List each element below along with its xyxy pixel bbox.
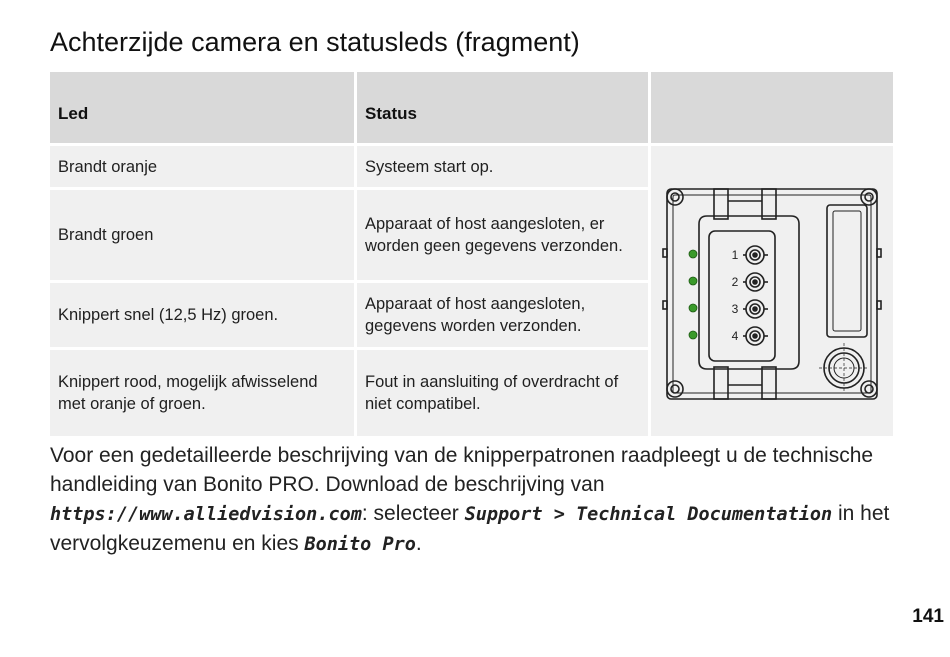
port-label: 4 — [731, 329, 739, 343]
status-cell: Apparaat of host aangesloten, er worden geen gegevens verzonden. — [357, 190, 651, 283]
page-title: Achterzijde camera en statusleds (fragment) — [50, 27, 580, 57]
led-cell: Knippert rood, mogelijk afwisselend met oranje of groen. — [50, 350, 357, 439]
table-row — [50, 146, 893, 190]
port-label: 3 — [731, 302, 739, 316]
led-status-table — [50, 72, 893, 439]
page-number: 141 — [912, 606, 944, 627]
led-cell: Brandt oranje — [50, 146, 357, 190]
menu-path: Support > Technical Documentation — [464, 504, 833, 525]
paragraph-text: Voor een gedetailleerde beschrijving van de knipperpatronen raadpleegt u de technische handleiding van Bonito PRO. Download de beschrijving van — [50, 444, 874, 496]
table-header-row — [50, 72, 893, 146]
status-led — [689, 277, 697, 285]
port-label: 2 — [731, 275, 739, 289]
led-cell: Brandt groen — [50, 190, 357, 283]
port-label: 1 — [731, 248, 739, 262]
status-cell: Fout in aansluiting of overdracht of niet compatibel. — [357, 350, 651, 439]
status-led — [689, 304, 697, 312]
product-name: Bonito Pro — [304, 534, 416, 555]
camera-back-diagram — [659, 171, 885, 411]
paragraph-text: . — [415, 532, 422, 555]
instructions-paragraph — [50, 441, 910, 559]
header-image — [651, 72, 893, 146]
paragraph-text: in het vervolgkeuzemenu en kies — [50, 502, 890, 555]
status-cell: Systeem start op. — [357, 146, 651, 190]
status-led — [689, 250, 697, 258]
paragraph-text: : selecteer — [361, 502, 465, 525]
header-led: Led — [50, 72, 357, 146]
led-cell: Knippert snel (12,5 Hz) groen. — [50, 283, 357, 350]
status-cell: Apparaat of host aangesloten, gegevens worden verzonden. — [357, 283, 651, 350]
header-status: Status — [357, 72, 651, 146]
website-link[interactable]: https://www.alliedvision.com — [50, 504, 362, 525]
status-led — [689, 331, 697, 339]
camera-diagram-cell — [651, 146, 893, 439]
